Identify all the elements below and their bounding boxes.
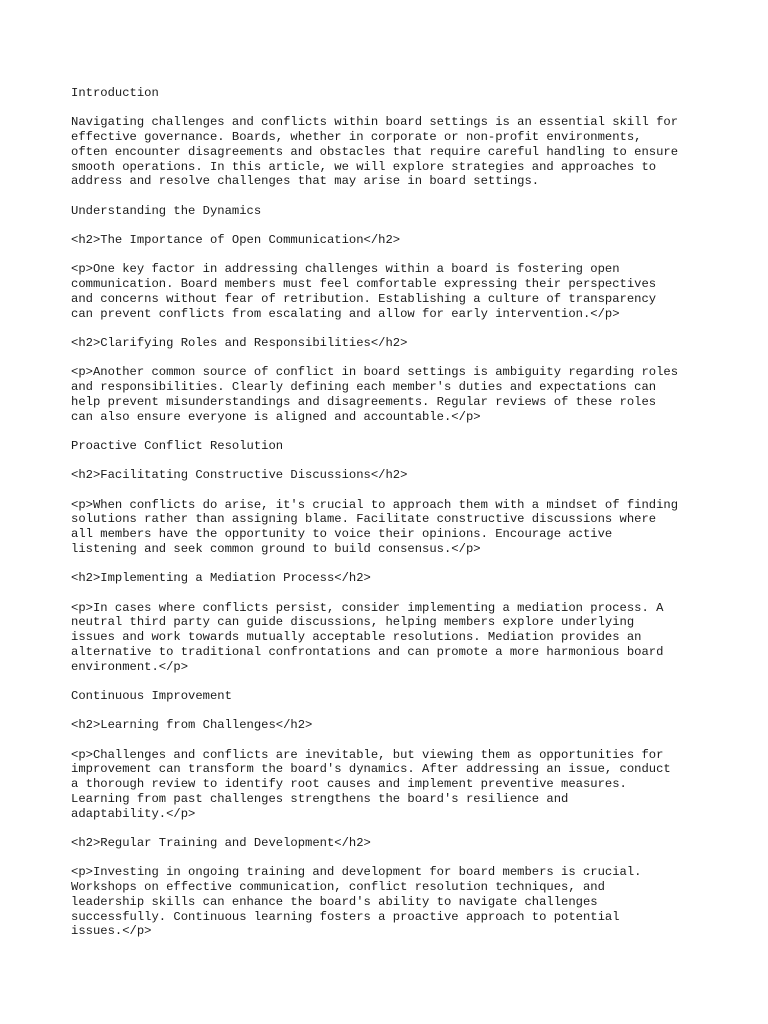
subheading-open-communication: <h2>The Importance of Open Communication</h2> bbox=[71, 233, 401, 248]
paragraph-training: <p>Investing in ongoing training and development for board members is crucial. Workshops on effective communication, conflict resolution techniques, and leadership skills can enhance the board's ability to navigate challenges successfully. Continuous learning fosters a proactive approach to potential issues.</p> bbox=[71, 865, 642, 939]
section-heading-improvement: Continuous Improvement bbox=[71, 688, 232, 703]
document-body bbox=[71, 86, 711, 954]
section-heading-introduction: Introduction bbox=[71, 86, 159, 100]
paragraph-roles: <p>Another common source of conflict in board settings is ambiguity regarding roles and responsibilities. Clearly defining each member's duties and expectations can help prevent misunderstandings and disagreements. Regular reviews of these roles can also ensure everyone is aligned and accountable.</p> bbox=[71, 365, 679, 424]
section-heading-proactive: Proactive Conflict Resolution bbox=[71, 438, 284, 453]
subheading-discussions: <h2>Facilitating Constructive Discussions</h2> bbox=[71, 468, 408, 483]
paragraph-discussions: <p>When conflicts do arise, it's crucial to approach them with a mindset of finding solutions rather than assigning blame. Facilitate constructive discussions where all members have the opportunity to voice their opinions. Encourage active listening and seek common ground to build consensus.</p> bbox=[71, 497, 679, 556]
subheading-learning: <h2>Learning from Challenges</h2> bbox=[71, 718, 313, 733]
subheading-mediation: <h2>Implementing a Mediation Process</h2> bbox=[71, 571, 371, 586]
paragraph-learning: <p>Challenges and conflicts are inevitable, but viewing them as opportunities for improvement can transform the board's dynamics. After addressing an issue, conduct a thorough review to identify root causes and implement preventive measures. Learning from past challenges strengthens the board's resilience and adaptability.</p> bbox=[71, 747, 671, 821]
subheading-training: <h2>Regular Training and Development</h2> bbox=[71, 835, 371, 850]
section-heading-dynamics: Understanding the Dynamics bbox=[71, 203, 262, 218]
subheading-roles: <h2>Clarifying Roles and Responsibilities</h2> bbox=[71, 335, 408, 350]
paragraph-intro: Navigating challenges and conflicts within board settings is an essential skill for effective governance. Boards, whether in corporate or non-profit environments, often encounter disagreements and obstacles that require careful handling to ensure smooth operations. In this article, we will explore strategies and approaches to address and resolve challenges that may arise in board settings. bbox=[71, 115, 679, 189]
paragraph-mediation: <p>In cases where conflicts persist, consider implementing a mediation process. A neutral third party can guide discussions, helping members explore underlying issues and work towards mutually acceptable resolutions. Mediation provides an alternative to traditional confrontations and can promote a more harmonious board environment.</p> bbox=[71, 600, 664, 674]
paragraph-open-communication: <p>One key factor in addressing challenges within a board is fostering open communication. Board members must feel comfortable expressing their perspectives and concerns without fear of retribution. Establishing a culture of transparency can prevent conflicts from escalating and allow for early intervention.</p> bbox=[71, 262, 657, 321]
